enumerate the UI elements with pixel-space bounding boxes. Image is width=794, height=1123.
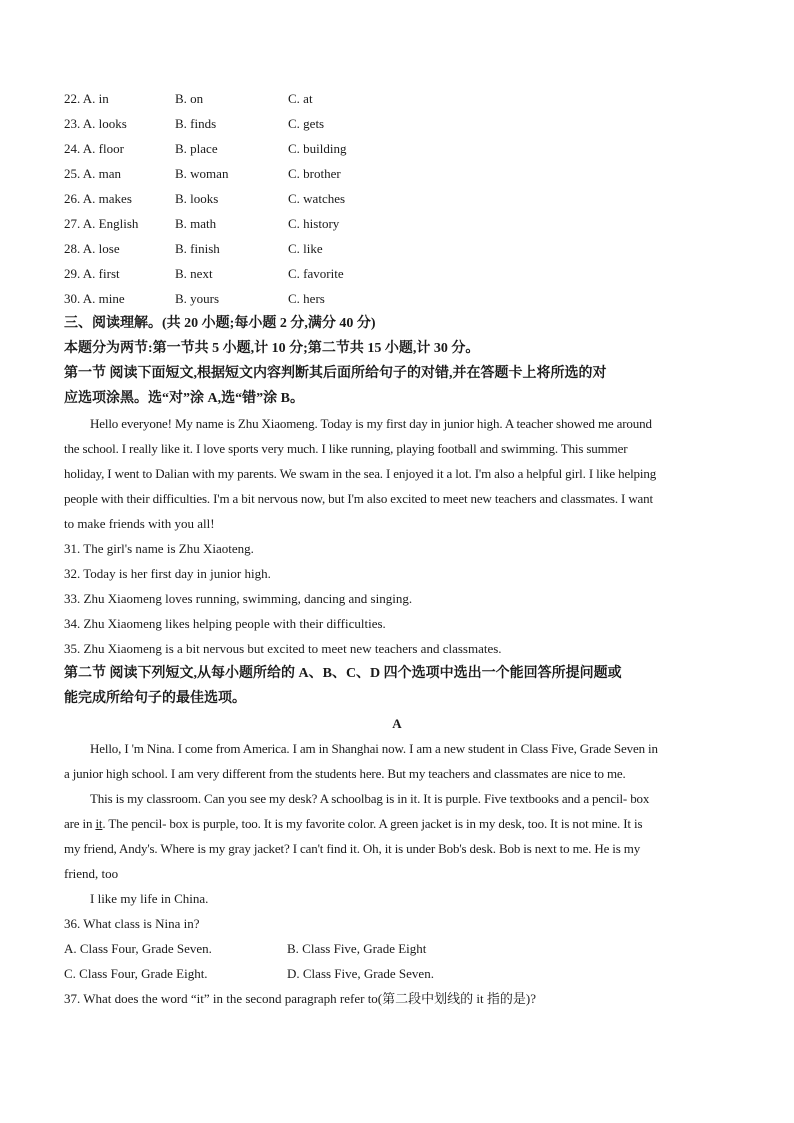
option-c: C. at [288, 91, 313, 106]
passage-letter: A [392, 716, 402, 731]
option-b: B. place [175, 141, 218, 156]
part1-instruction-line2: 应选项涂黑。选“对”涂 A,选“错”涂 B。 [64, 391, 304, 406]
passageA-line: This is my classroom. Can you see my desk? A schoolbag is in it. It is purple. Five textbooks and a pencil- box [90, 791, 650, 806]
option-a: 22. A. in [64, 91, 109, 106]
statement-31: 31. The girl's name is Zhu Xiaoteng. [64, 541, 254, 556]
passageA-line: my friend, Andy's. Where is my gray jacket? I can't find it. Oh, it is under Bob's desk. Bob is next to me. He is my [64, 841, 641, 856]
option-b: B. woman [175, 166, 229, 181]
q36-option-b: B. Class Five, Grade Eight [287, 941, 427, 956]
option-c: C. history [288, 216, 340, 231]
statement-35: 35. Zhu Xiaomeng is a bit nervous but excited to meet new teachers and classmates. [64, 641, 502, 656]
option-c: C. watches [288, 191, 346, 206]
passageA-line: a junior high school. I am very different from the students here. But my teachers and classmates are nice to me. [64, 766, 626, 781]
passage1-line: holiday, I went to Dalian with my parents. We swam in the sea. I enjoyed it a lot. I'm also a helpful girl. I like helping [64, 466, 657, 481]
option-c: C. gets [288, 116, 325, 131]
question-37: 37. What does the word “it” in the second paragraph refer to(第二段中划线的 it 指的是)? [64, 991, 536, 1006]
passage1-line: Hello everyone! My name is Zhu Xiaomeng. Today is my first day in junior high. A teacher showed me around [90, 416, 652, 431]
option-b: B. yours [175, 291, 220, 306]
option-c: C. favorite [288, 266, 344, 281]
option-b: B. math [175, 216, 217, 231]
q36-option-a: A. Class Four, Grade Seven. [64, 941, 212, 956]
option-a: 30. A. mine [64, 291, 125, 306]
passageA-text: . The pencil- box is purple, too. It is my favorite color. A green jacket is in my desk, too. It is not mine. It is [102, 816, 643, 831]
passageA-line: Hello, I 'm Nina. I come from America. I am in Shanghai now. I am a new student in Class Five, Grade Seven in [90, 741, 658, 756]
option-c: C. building [288, 141, 347, 156]
section-heading: 三、阅读理解。(共 20 小题;每小题 2 分,满分 40 分) [64, 316, 376, 331]
statement-34: 34. Zhu Xiaomeng likes helping people with their difficulties. [64, 616, 386, 631]
option-b: B. looks [175, 191, 219, 206]
option-a: 26. A. makes [64, 191, 132, 206]
option-a: 24. A. floor [64, 141, 124, 156]
option-c: C. like [288, 241, 323, 256]
passage1-line: to make friends with you all! [64, 516, 215, 531]
part2-instruction-line2: 能完成所给句子的最佳选项。 [64, 691, 246, 706]
option-b: B. next [175, 266, 213, 281]
q36-option-c: C. Class Four, Grade Eight. [64, 966, 208, 981]
passageA-line: I like my life in China. [90, 891, 209, 906]
question-36: 36. What class is Nina in? [64, 916, 200, 931]
option-b: B. finish [175, 241, 220, 256]
option-a: 29. A. first [64, 266, 120, 281]
option-c: C. hers [288, 291, 325, 306]
option-a: 27. A. English [64, 216, 139, 231]
option-b: B. on [175, 91, 204, 106]
passage1-line: people with their difficulties. I'm a bit nervous now, but I'm also excited to meet new teachers and classmates. I want [64, 491, 653, 506]
statement-33: 33. Zhu Xiaomeng loves running, swimming, dancing and singing. [64, 591, 413, 606]
part2-instruction-line1: 第二节 阅读下列短文,从每小题所给的 A、B、C、D 四个选项中选出一个能回答所提问题或 [64, 666, 622, 681]
passageA-text: are in [64, 816, 96, 831]
option-a: 23. A. looks [64, 116, 127, 131]
q36-option-d: D. Class Five, Grade Seven. [287, 966, 434, 981]
underlined-word: it [95, 816, 103, 831]
statement-32: 32. Today is her first day in junior high. [64, 566, 271, 581]
option-a: 28. A. lose [64, 241, 120, 256]
option-a: 25. A. man [64, 166, 122, 181]
passageA-line [64, 814, 642, 834]
part1-instruction-line1: 第一节 阅读下面短文,根据短文内容判断其后面所给句子的对错,并在答题卡上将所选的对 [64, 366, 607, 381]
passageA-line: friend, too [64, 866, 119, 881]
passage1-line: the school. I really like it. I love sports very much. I like running, playing football and swimming. This summer [64, 441, 628, 456]
section-intro: 本题分为两节:第一节共 5 小题,计 10 分;第二节共 15 小题,计 30 分。 [64, 341, 480, 356]
option-c: C. brother [288, 166, 341, 181]
option-b: B. finds [175, 116, 217, 131]
